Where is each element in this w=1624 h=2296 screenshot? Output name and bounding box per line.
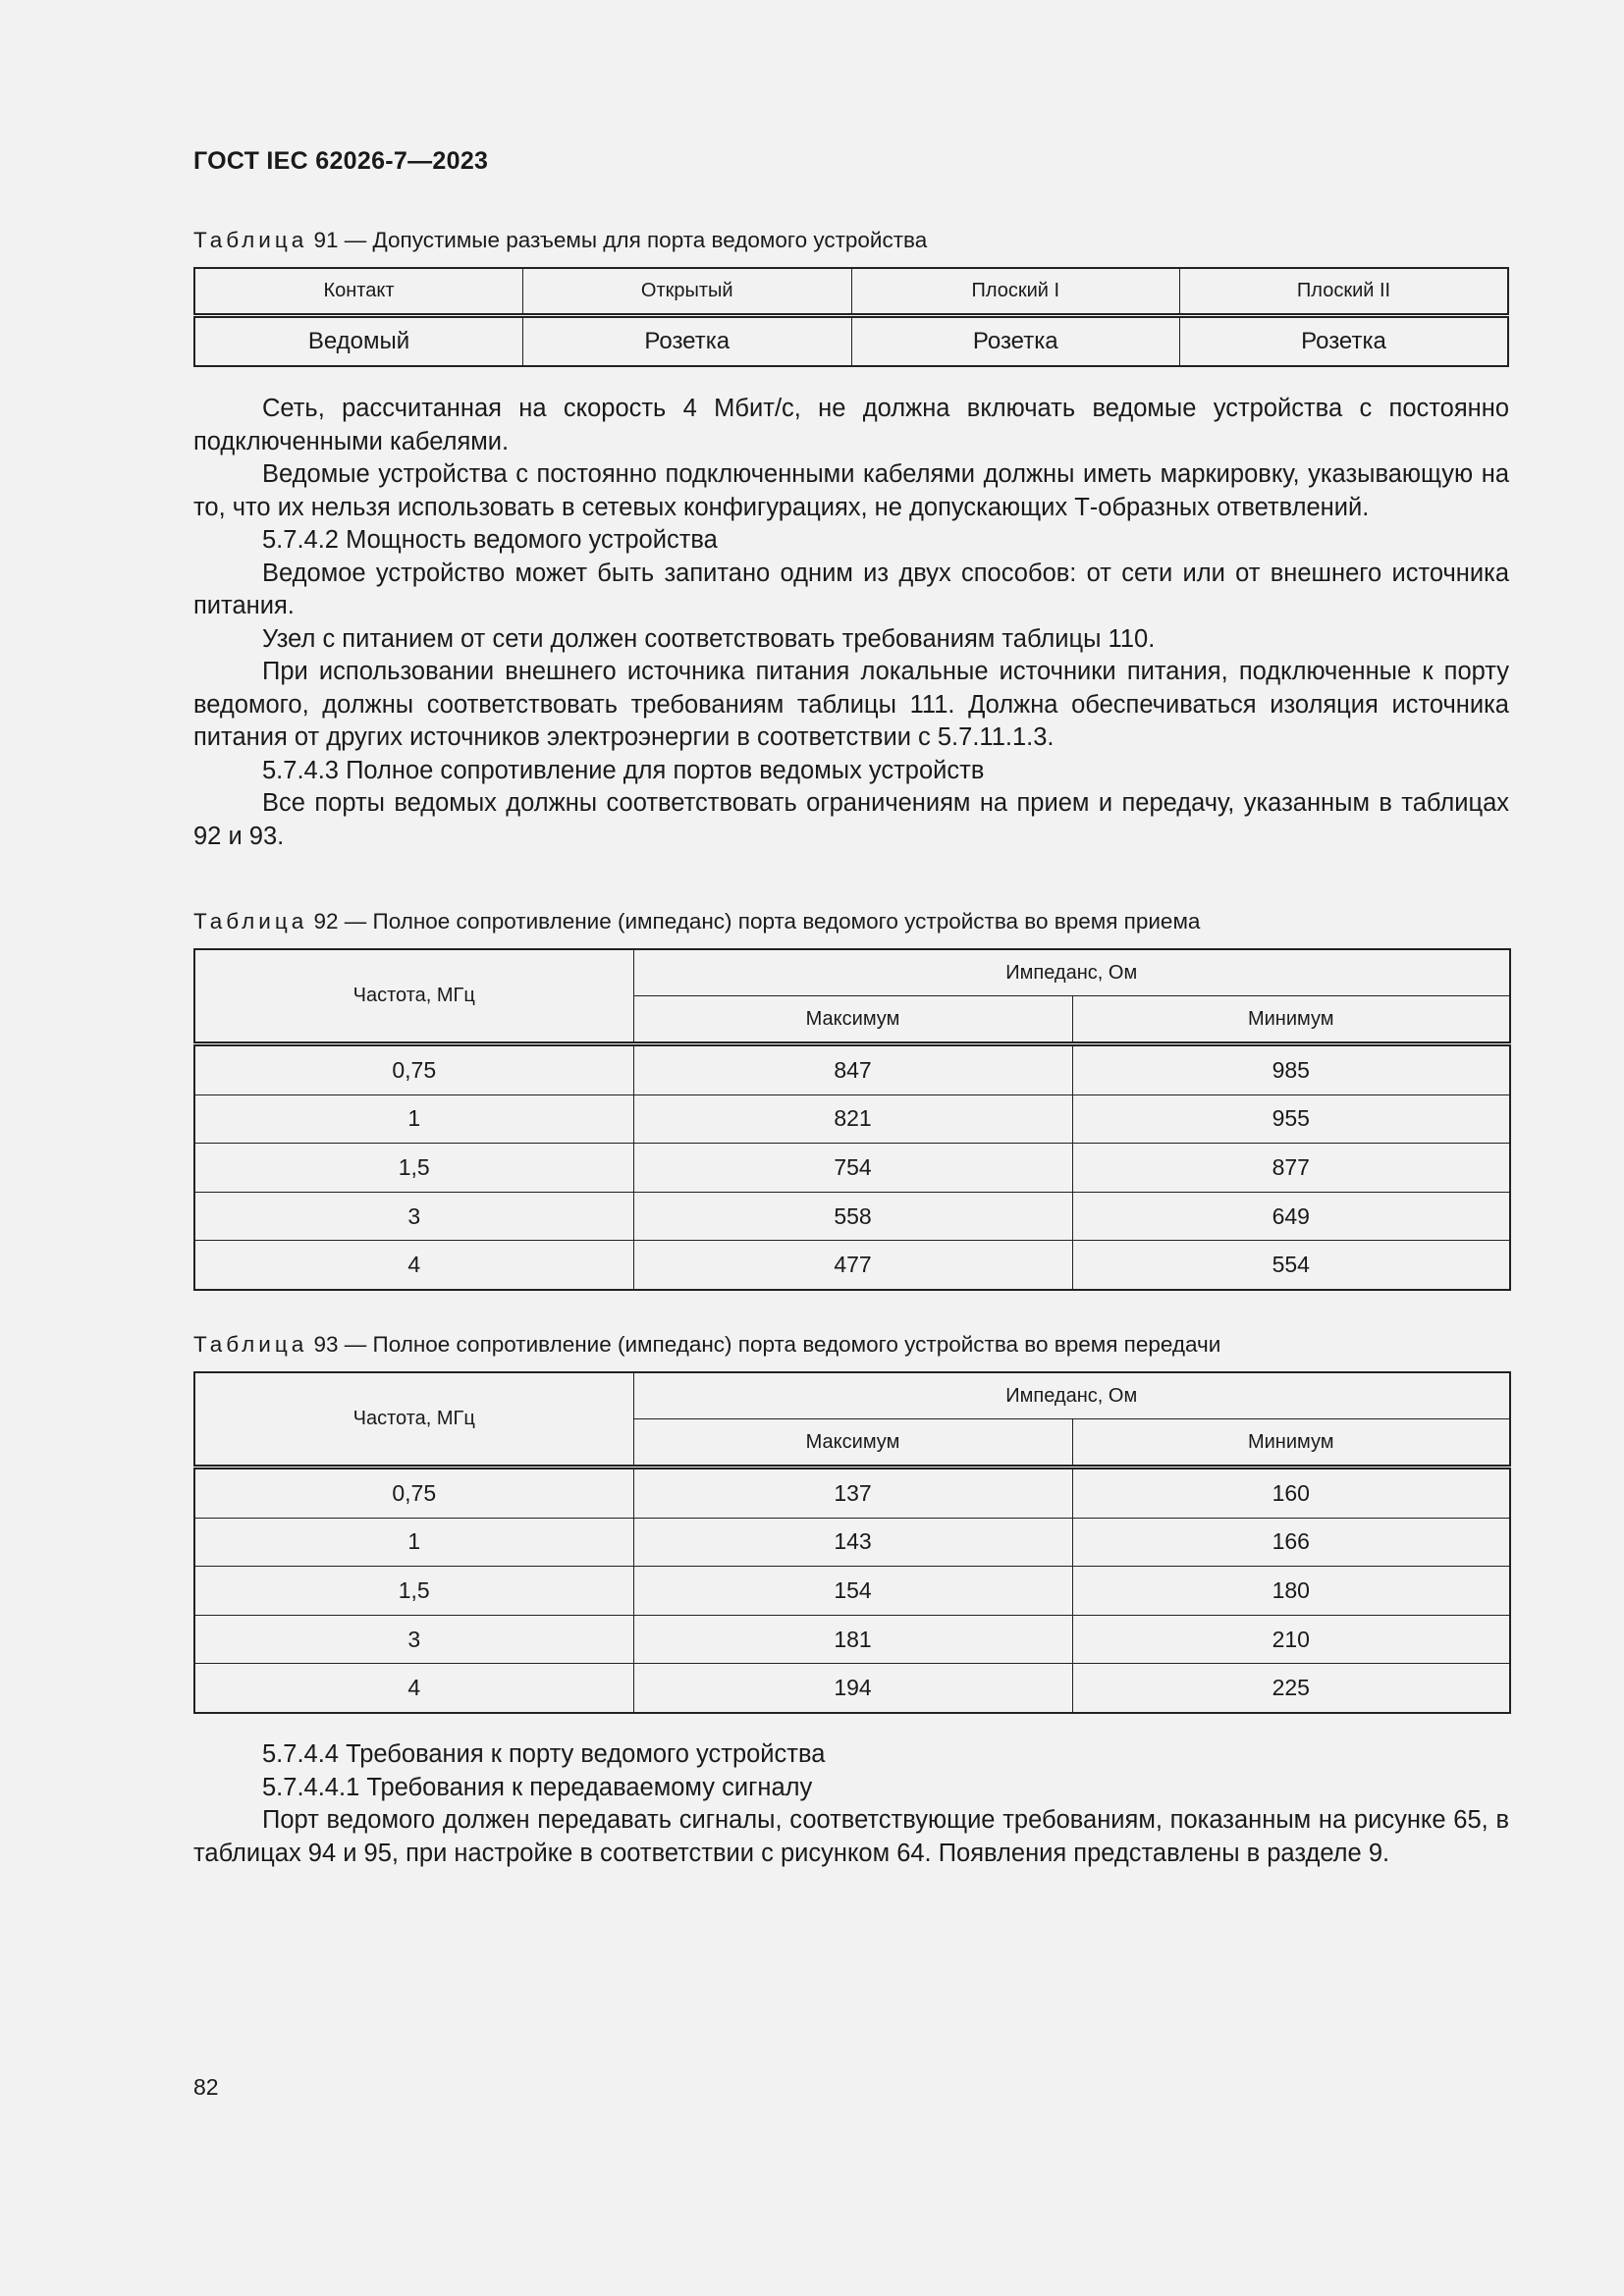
table-row [194,1095,1510,1144]
section-heading: 5.7.4.2 Мощность ведомого устройства [262,526,718,554]
table-cell: Розетка [851,316,1180,367]
table-row [194,1615,1510,1664]
table-row [194,1468,1510,1519]
table-cell: 3 [194,1192,633,1241]
table-header-cell: Минимум [1072,1419,1510,1468]
table-cell: 166 [1072,1518,1510,1567]
table-92-caption-text: 92 — Полное сопротивление (импеданс) порта ведомого устройства во время приема [313,909,1201,934]
table-91-caption [193,228,927,253]
table-cell: 0,75 [194,1044,633,1095]
table-row [194,1567,1510,1616]
table-93-caption [193,1332,1220,1358]
table-cell: 754 [633,1144,1072,1193]
section-heading: 5.7.4.4 Требования к порту ведомого устройства [262,1740,826,1768]
table-cell: 3 [194,1615,633,1664]
paragraph: Ведомое устройство может быть запитано одним из двух способов: от сети или от внешнего источника питания. [193,559,1509,619]
table-92 [193,948,1511,1291]
table-header-cell: Плоский II [1180,268,1509,316]
table-row [194,1241,1510,1290]
table-cell: 877 [1072,1144,1510,1193]
table-cell: 4 [194,1241,633,1290]
table-cell: 1 [194,1095,633,1144]
table-header-row [194,949,1510,996]
paragraph: При использовании внешнего источника питания локальные источники питания, подключенные к порту ведомого, должны соответствовать требованиям таблицы 111. Должна обеспечиваться изоляция источника питания от других источников электроэнергии в соответствии с 5.7.11.1.3. [193,658,1509,751]
table-cell: 477 [633,1241,1072,1290]
table-cell: 137 [633,1468,1072,1519]
section-heading: 5.7.4.4.1 Требования к передаваемому сигналу [262,1773,813,1801]
body-text-2 [193,1738,1509,1870]
table-header-cell: Импеданс, Ом [633,949,1510,996]
table-cell: 821 [633,1095,1072,1144]
table-91 [193,267,1509,367]
table-header-cell: Максимум [633,996,1072,1044]
table-row [194,1044,1510,1095]
paragraph: Ведомые устройства с постоянно подключенными кабелями должны иметь маркировку, указывающую на то, что их нельзя использовать в сетевых конфигурациях, не допускающих Т-образных ответвлений. [193,460,1509,521]
table-92-caption-word: Таблица [193,909,308,934]
table-cell: 558 [633,1192,1072,1241]
table-row [194,1144,1510,1193]
table-cell: 649 [1072,1192,1510,1241]
table-93-caption-word: Таблица [193,1332,308,1357]
section-heading: 5.7.4.3 Полное сопротивление для портов ведомых устройств [262,756,985,784]
table-header-row [194,268,1508,316]
table-row [194,1518,1510,1567]
table-cell: 554 [1072,1241,1510,1290]
table-header-cell: Максимум [633,1419,1072,1468]
table-93-caption-text: 93 — Полное сопротивление (импеданс) порта ведомого устройства во время передачи [313,1332,1221,1357]
table-cell: 160 [1072,1468,1510,1519]
paragraph: Все порты ведомых должны соответствовать ограничениям на прием и передачу, указанным в таблицах 92 и 93. [193,789,1509,850]
table-row [194,1192,1510,1241]
table-cell: Ведомый [194,316,523,367]
table-cell: 143 [633,1518,1072,1567]
table-cell: Розетка [1180,316,1509,367]
body-text-1 [193,393,1509,853]
table-cell: 181 [633,1615,1072,1664]
table-cell: 0,75 [194,1468,633,1519]
table-cell: 847 [633,1044,1072,1095]
table-cell: 1 [194,1518,633,1567]
table-93 [193,1371,1511,1714]
table-cell: 1,5 [194,1567,633,1616]
table-cell: 210 [1072,1615,1510,1664]
table-cell: 194 [633,1664,1072,1713]
document-header: ГОСТ IEC 62026-7—2023 [193,147,489,175]
table-header-cell: Контакт [194,268,523,316]
table-header-cell: Открытый [523,268,852,316]
table-row [194,1664,1510,1713]
paragraph: Сеть, рассчитанная на скорость 4 Мбит/с, не должна включать ведомые устройства с постоянно подключенными кабелями. [193,395,1509,455]
table-cell: Розетка [523,316,852,367]
table-header-cell: Частота, МГц [194,1372,633,1468]
table-cell: 1,5 [194,1144,633,1193]
table-92-caption [193,909,1200,934]
table-header-cell: Частота, МГц [194,949,633,1044]
table-cell: 4 [194,1664,633,1713]
table-header-cell: Плоский I [851,268,1180,316]
table-cell: 180 [1072,1567,1510,1616]
page-number: 82 [193,2074,219,2100]
table-91-caption-word: Таблица [193,228,308,252]
table-cell: 985 [1072,1044,1510,1095]
paragraph: Порт ведомого должен передавать сигналы, соответствующие требованиям, показанным на рисунке 65, в таблицах 94 и 95, при настройке в соответствии с рисунком 64. Появления представлены в разделе 9. [193,1806,1509,1867]
table-row [194,316,1508,367]
table-cell: 154 [633,1567,1072,1616]
table-header-cell: Минимум [1072,996,1510,1044]
paragraph: Узел с питанием от сети должен соответствовать требованиям таблицы 110. [262,624,1156,653]
table-cell: 225 [1072,1664,1510,1713]
table-91-caption-text: 91 — Допустимые разъемы для порта ведомого устройства [313,228,928,252]
table-header-row [194,1372,1510,1419]
table-cell: 955 [1072,1095,1510,1144]
table-header-cell: Импеданс, Ом [633,1372,1510,1419]
